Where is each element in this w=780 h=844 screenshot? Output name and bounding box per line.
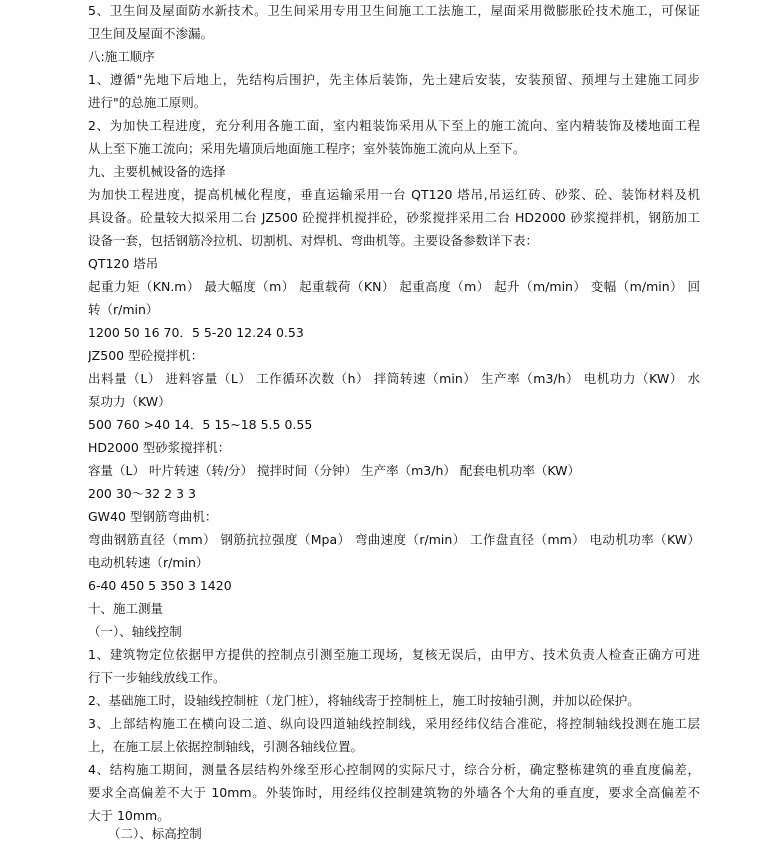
- table-header-line: 弯曲钢筋直径（mm） 钢筋抗拉强度（Mpa） 弯曲速度（r/min） 工作盘直径（mm） 电动机功率（KW）: [88, 532, 700, 547]
- section-heading: 八:施工顺序: [88, 49, 155, 64]
- text-line: 从上至下施工流向；采用先墙顶后地面施工程序；室外装饰施工流向从上至下。: [88, 141, 526, 156]
- text-line: 卫生间及屋面不渗漏。: [88, 26, 214, 41]
- table-header-line: 电动机转速（r/min）: [88, 555, 209, 570]
- subsection-heading: （二）、标高控制: [108, 826, 202, 841]
- equipment-title: JZ500 型砼搅拌机：: [88, 348, 204, 363]
- text-line: 4、结构施工期间，测量各层结构外缘至形心控制网的实际尺寸，综合分析，确定整栋建筑的垂直度偏差，: [88, 762, 700, 777]
- text-line: 2、基础施工时，设轴线控制桩（龙门桩），将轴线寄于控制桩上，施工时按轴引测，并加以砼保护。: [88, 693, 640, 708]
- table-header-line: 起重力矩（KN.m） 最大幅度（m） 起重载荷（KN） 起重高度（m） 起升（m/min） 变幅（m/min） 回: [88, 279, 700, 294]
- table-header-line: 转（r/min）: [88, 302, 159, 317]
- equipment-title: QT120 塔吊: [88, 256, 159, 271]
- table-header-line: 容量（L） 叶片转速（转/分） 搅拌时间（分钟） 生产率（m3/h） 配套电机功率（KW）: [88, 463, 580, 478]
- text-line: 1、遵循"先地下后地上，先结构后围护，先主体后装饰，先土建后安装，安装预留、预埋与土建施工同步: [88, 72, 700, 87]
- text-line: 进行"的总施工原则。: [88, 95, 207, 110]
- text-line: 1、建筑物定位依据甲方提供的控制点引测至施工现场，复核无误后，由甲方、技术负责人检查正确方可进: [88, 647, 700, 662]
- table-values-line: 500 760 >40 14．5 15~18 5.5 0.55: [88, 417, 313, 432]
- text-line: 5、卫生间及屋面防水新技术。卫生间采用专用卫生间施工工法施工，屋面采用微膨胀砼技术施工，可保证: [88, 3, 700, 18]
- text-line: 2、为加快工程进度，充分利用各施工面，室内粗装饰采用从下至上的施工流向、室内精装饰及楼地面工程: [88, 118, 700, 133]
- section-heading: 十、施工测量: [88, 601, 164, 616]
- text-line: 具设备。砼量较大拟采用二台 JZ500 砼搅拌机搅拌砼，砂浆搅拌采用二台 HD2000 砂浆搅拌机，钢筋加工: [88, 210, 700, 225]
- table-values-line: 1200 50 16 70．5 5-20 12.24 0.53: [88, 325, 304, 340]
- text-line: 行下一步轴线放线工作。: [88, 670, 226, 685]
- table-header-line: 出料量（L） 进料容量（L） 工作循环次数（h） 拌筒转速（min） 生产率（m3/h） 电机功力（KW） 水: [88, 371, 700, 386]
- equipment-title: HD2000 型砂浆搅拌机：: [88, 440, 231, 455]
- subsection-heading: （一）、轴线控制: [88, 624, 182, 639]
- equipment-title: GW40 型钢筋弯曲机：: [88, 509, 218, 524]
- table-values-line: 200 30～32 2 3 3: [88, 486, 196, 501]
- text-line: 上，在施工层上依据控制轴线，引测各轴线位置。: [88, 739, 364, 754]
- text-line: 要求全高偏差不大于 10mm。外装饰时，用经纬仪控制建筑物的外墙各个大角的垂直度，要求全高偏差不: [88, 785, 700, 800]
- section-heading: 九、主要机械设备的选择: [88, 164, 226, 179]
- table-header-line: 泵功力（KW）: [88, 394, 171, 409]
- text-line: 设备一套，包括钢筋冷拉机、切割机、对焊机、弯曲机等。主要设备参数详下表：: [88, 233, 539, 248]
- text-line: 大于 10mm。: [88, 808, 170, 823]
- text-line: 为加快工程进度，提高机械化程度，垂直运输采用一台 QT120 塔吊,吊运红砖、砂浆、砼、装饰材料及机: [88, 187, 700, 202]
- text-line: 3、上部结构施工在横向设二道、纵向设四道轴线控制线，采用经纬仪结合准砣，将控制轴线投测在施工层: [88, 716, 700, 731]
- table-values-line: 6-40 450 5 350 3 1420: [88, 578, 232, 593]
